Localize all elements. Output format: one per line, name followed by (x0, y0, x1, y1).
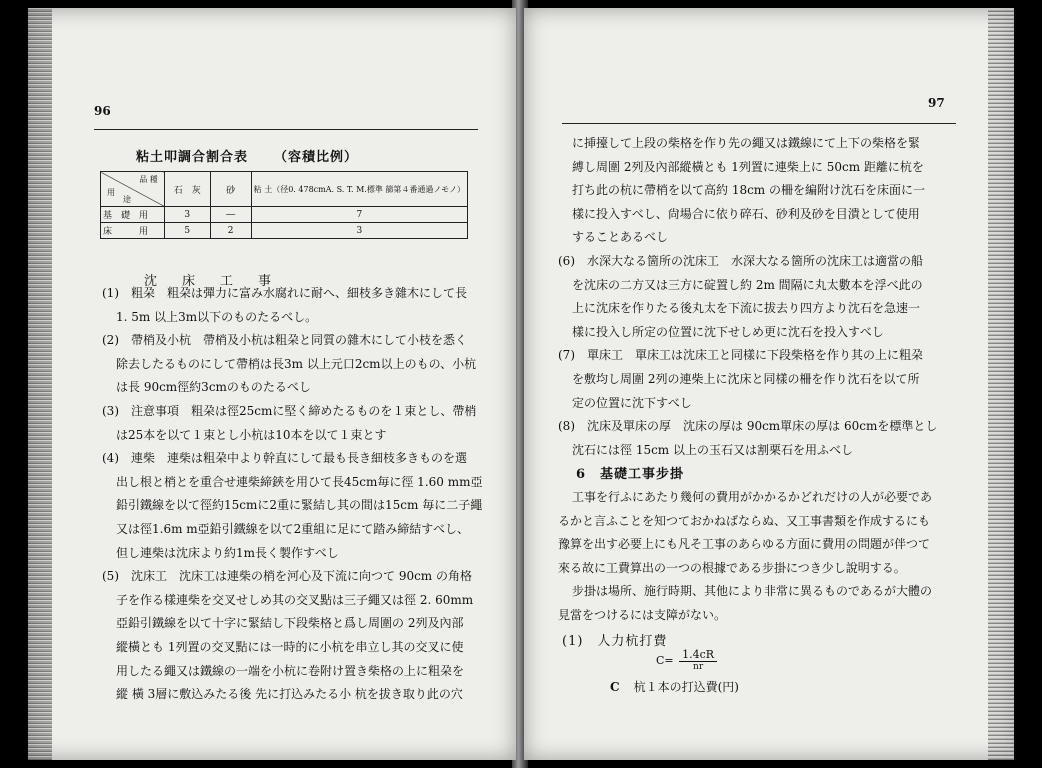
formula-denominator: nr (693, 662, 704, 672)
text-line: 鉛引鐵線を以て徑約15cmに2重に緊結し其の間は15cm 毎に二子繩 (116, 498, 483, 513)
right-page-edge (988, 8, 1014, 760)
text-line: 用したる繩又は鐵線の一端を小杭に卷附け置き柴格の上に粗朶を (116, 663, 465, 678)
formula-caption (610, 678, 739, 695)
formula-numerator: 1.4cR (679, 648, 717, 662)
right-page (524, 8, 1014, 760)
text-line: 豫算を出す必要上にも凡そ工事のあらゆる方面に費用の問題が伴つて (558, 537, 931, 552)
left-body-text (102, 282, 482, 707)
text-line: 步掛は場所、施行時期、其他により非常に異るものであるが大體の (572, 584, 933, 599)
text-line: 見當をつけるには支障がない。 (558, 607, 727, 622)
table-row (101, 207, 468, 223)
text-line: (2) 帶梢及小杭 帶梢及小杭は粗朶と同質の雜木にして小枝を悉く (102, 333, 468, 348)
right-body-text-top (558, 132, 937, 462)
text-line: (7) 單床工 單床工は沈床工と同樣に下段柴格を作り其の上に粗朶 (558, 348, 924, 363)
cell: 3 (164, 207, 210, 223)
section-heading: 6 基礎工事步掛 (576, 467, 685, 482)
table-title: 粘土叩調合割合表 （容積比例） (136, 150, 359, 165)
table-subtitle: （容積比例） (274, 150, 359, 165)
text-line: 出し根と梢とを重合せ連柴締鋏を用ひて長45cm毎に徑 1.60 mm亞 (116, 474, 483, 489)
row-label: 床 用 (101, 223, 165, 239)
text-line: に挿擡して上段の柴格を作り先の繩又は鐵線にて上下の柴格を緊 (572, 136, 921, 150)
text-line: 上に沈床を作りたる後丸太を下流に拔去り四方より沈石を急速一 (572, 301, 921, 316)
cell: 3 (251, 223, 467, 239)
text-line: 工事を行ふにあたり幾何の費用がかかるかどれだけの人が必要であ (572, 490, 933, 504)
col-lime: 石 灰 (164, 172, 210, 207)
mix-ratio-table (100, 171, 468, 239)
text-line: 又は徑1.6m m亞鉛引鐵線を以て2重組に足にて踏み締結すべし、 (116, 521, 470, 536)
text-line: (6) 水深大なる箇所の沈床工 水深大なる箇所の沈床工は適當の船 (558, 253, 924, 268)
section-title: 沈 床 工 事 (144, 274, 278, 289)
row-label: 基 礎 用 (101, 207, 165, 223)
col-clay: 粘 土（径0. 478cmA. S. T. M.標準 篩第４番通過ノモノ） (251, 172, 467, 207)
text-line: 除去したるものにして帶梢は長3m 以上元口2cm以上のもの、小杭 (116, 356, 477, 371)
formula-fraction (679, 648, 717, 672)
left-page (28, 8, 516, 760)
text-line: るかと言ふことを知つておかねばならぬ、又工事書類を作成するにも (558, 513, 931, 528)
caption-label: C (610, 680, 620, 694)
subsection-title: (1) 人力杭打費 (562, 634, 668, 649)
text-line: (1) 粗朶 粗朶は彈力に富み水腐れに耐へ、細枝多き雜木にして長 (102, 286, 468, 300)
text-line: は25本を以て１束とし小杭は10本を以て１束とす (116, 427, 387, 442)
text-line: は長 90cm徑約3cmのものたるべし (116, 380, 311, 395)
left-page-edge (28, 8, 52, 760)
text-line: 子を作る樣連柴を交叉せしめ其の交叉點は三子繩又は徑 2. 60mm (116, 592, 474, 607)
text-line: 來る故に工費算出の一つの根據である步掛につき少し說明する。 (558, 560, 906, 575)
cell: 7 (251, 207, 467, 223)
header-rule-right (562, 123, 956, 124)
header-rule-left (94, 129, 478, 130)
cost-formula (656, 648, 717, 672)
text-line: を敷均し周圍 2列の連柴上に沈床と同樣の柵を作り沈石を以て所 (572, 371, 920, 386)
text-line: 縱 橫 3層に敷込みたる後 先に打込みたる小 杭を拔き取り此の穴 (116, 687, 463, 702)
text-line: 樣に投入し所定の位置に沈下せしめ更に沈石を投入すべし (572, 324, 884, 339)
text-line: 縛し周圍 2列及內部縱橫とも 1列置に連柴上に 50cm 距離に杭を (572, 159, 924, 174)
table-row (101, 223, 468, 239)
text-line: 但し連柴は沈床より約1m長く製作すべし (116, 545, 339, 560)
page-number-left: 96 (94, 104, 111, 118)
text-line: 1. 5m 以上3m以下のものたるべし。 (116, 309, 318, 324)
right-body-text-bottom (558, 486, 932, 628)
formula-lhs: C= (656, 653, 674, 667)
page-number-right: 97 (928, 96, 945, 110)
cell: ― (210, 207, 251, 223)
text-line: 打ち此の杭に帶梢を以て高約 18cm の柵を編附け沈石を床面に一 (572, 183, 926, 198)
cell: 2 (210, 223, 251, 239)
text-line: 沈石には徑 15cm 以上の玉石又は割栗石を用ふべし (572, 442, 853, 457)
text-line: 縱橫とも 1列置の交叉點には一時的に小杭を串立し其の交叉に使 (116, 639, 464, 654)
col-sand: 砂 (210, 172, 251, 207)
text-line: (5) 沈床工 沈床工は連柴の梢を河心及下流に向つて 90cm の角格 (102, 569, 472, 584)
table-corner-cell: 品 種 用 途 (101, 172, 165, 207)
text-line: 定の位置に沈下すべし (572, 395, 692, 410)
text-line: (4) 連柴 連柴は粗朶中より幹直にして最も長き細枝多きものを選 (102, 451, 468, 466)
text-line: (8) 沈床及單床の厚 沈床の厚は 90cm單床の厚は 60cmを標準とし (558, 419, 938, 434)
table-header-row (101, 172, 468, 207)
text-line: することあるべし (572, 230, 669, 245)
cell: 5 (164, 223, 210, 239)
text-line: 樣に投入すべし、尙場合に依り碎石、砂利及砂を目潰として使用 (572, 206, 920, 221)
caption-text: 杭１本の打込費(円) (633, 680, 739, 694)
text-line: (3) 注意事項 粗朶は徑25cmに堅く締めたるものを１束とし、帶梢 (102, 403, 477, 418)
text-line: を沈床の二方又は三方に碇置し約 2m 間隔に丸太數本を浮べ此の (572, 277, 923, 292)
text-line: 亞鉛引鐵線を以て十字に緊結し下段柴格と爲し周圍の 2列及內部 (116, 616, 464, 631)
